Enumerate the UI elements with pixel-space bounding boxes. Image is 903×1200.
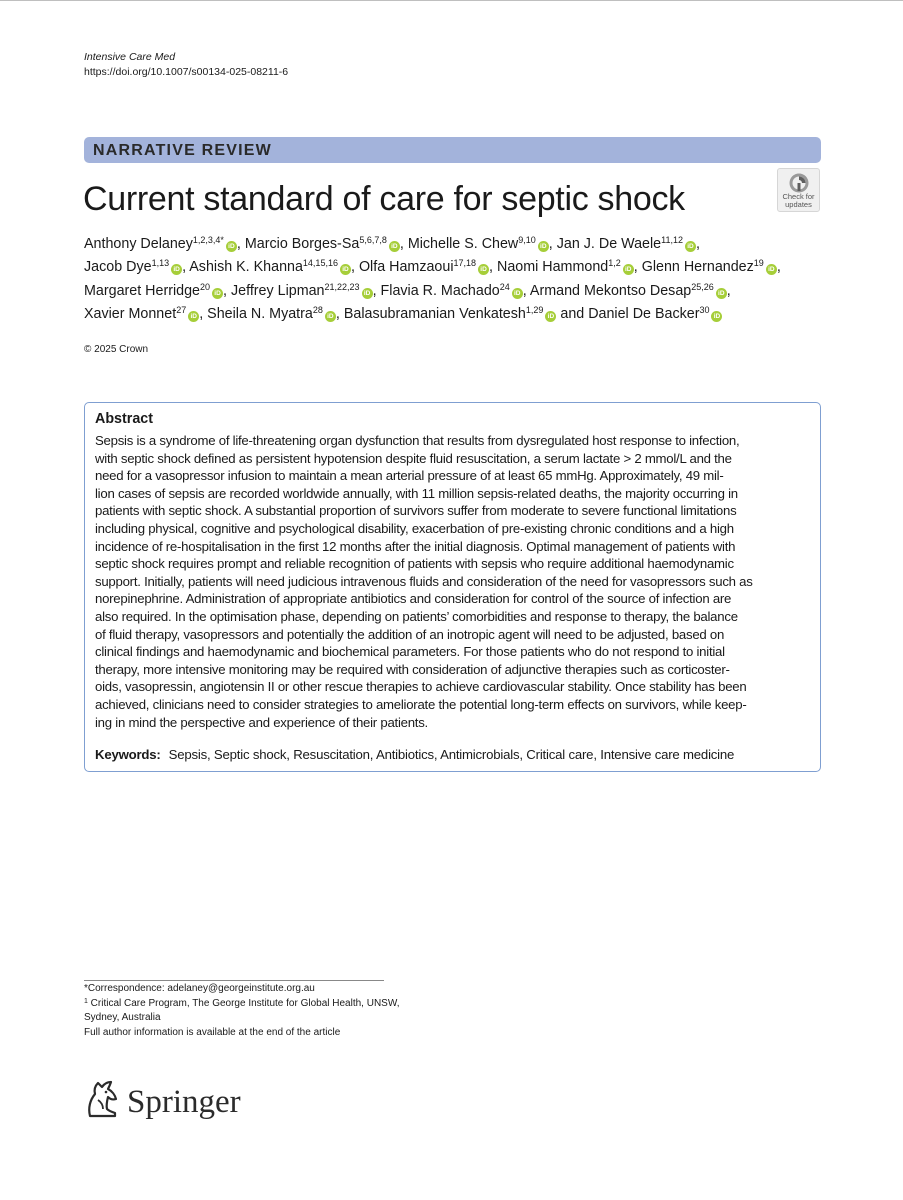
orcid-icon[interactable]: iD	[711, 311, 722, 322]
author: Margaret Herridge$^{20}$iD ,	[84, 281, 228, 299]
abstract-line: including physical, cognitive and psychological disability, exacerbation of pre-existing chronic conditions and a high	[95, 520, 734, 536]
author: Anthony Delaney$^{1,2,3,4*}$iD ,	[84, 235, 241, 252]
abstract-line: norepinephrine. Administration of appropriate antibiotics and consideration for control of the source of infection are	[95, 591, 732, 607]
author: Flavia R. Machado$^{24}$iD ,	[380, 281, 527, 299]
author: Marcio Borges-Sa$^{5,6,7,8}$iD ,	[244, 235, 404, 252]
abstract-line: Sepsis is a syndrome of life-threatening organ dysfunction that results from dysregulated host response to infection,	[95, 433, 740, 448]
orcid-icon[interactable]: iD	[171, 264, 182, 275]
orcid-icon[interactable]: iD	[389, 241, 400, 252]
orcid-icon[interactable]: iD	[716, 288, 727, 299]
abstract-line: support. Initially, patients will need judicious intravenous fluids and consideration of the need for vasopressors such as	[95, 573, 753, 589]
top-rule	[0, 0, 903, 1]
affiliation-note-cont: Sydney, Australia	[84, 1012, 161, 1023]
author: Armand Mekontso Desap$^{25,26}$iD ,	[529, 281, 731, 299]
abstract-line: also required. In the optimisation phase, depending on patients’ comorbidities and response to therapy, the balance	[95, 608, 738, 624]
check-for-updates-icon	[788, 172, 810, 194]
check-for-updates-badge[interactable]	[777, 168, 820, 212]
author: Jan J. De Waele$^{11,12}$iD ,	[556, 235, 700, 252]
copyright-notice: © 2025 Crown	[84, 344, 149, 355]
abstract-line: septic shock requires prompt and reliable recognition of patients with sepsis who require additional haemodynamic	[95, 556, 734, 572]
correspondence-note: *Correspondence: adelaney@georgeinstitute.org.au	[84, 983, 315, 994]
abstract-heading: Abstract	[95, 411, 153, 427]
keywords-list: Sepsis, Septic shock, Resuscitation, Antibiotics, Antimicrobials, Critical care, Intensive care medicine	[168, 747, 735, 762]
author-line	[84, 303, 824, 326]
author: Xavier Monnet$^{27}$iD ,	[84, 304, 204, 322]
abstract-line: oids, vasopressin, angiotensin II or other rescue therapies to achieve cardiovascular stability. Once stability has been	[95, 679, 747, 695]
abstract-line: lion cases of sepsis are recorded worldwide annually, with 11 million sepsis-related deaths, the majority occurring in	[95, 485, 738, 501]
orcid-icon[interactable]: iD	[226, 241, 237, 252]
author: Sheila N. Myatra$^{28}$iD ,	[207, 304, 340, 322]
orcid-icon[interactable]: iD	[188, 311, 199, 322]
orcid-icon[interactable]: iD	[685, 241, 696, 252]
author: Daniel De Backer$^{30}$iD	[588, 306, 722, 322]
affiliation-note: $^1$ Critical Care Program, The George Institute for Global Health, UNSW,	[84, 997, 400, 1009]
orcid-icon[interactable]: iD	[766, 264, 777, 275]
author: Michelle S. Chew$^{9,10}$iD ,	[407, 235, 553, 252]
journal-name: Intensive Care Med	[84, 51, 176, 63]
abstract-line: patients with septic shock. A substantial proportion of survivors suffer from moderate to severe functional limitations	[95, 503, 737, 519]
springer-horse-icon	[84, 1078, 122, 1120]
abstract-line: incidence of re-hospitalisation in the first 12 months after the initial diagnosis. Optimal management of patients with	[95, 538, 736, 554]
author-line	[84, 256, 824, 279]
author-line	[84, 233, 824, 256]
abstract-body	[95, 432, 813, 731]
abstract-line: achieved, clinicians need to consider strategies to ameliorate the potential long-term effects on survivors, while keep-	[95, 696, 747, 712]
author: Jacob Dye$^{1,13}$iD ,	[84, 258, 187, 276]
abstract-line: ing in mind the perspective and experience of their patients.	[95, 714, 428, 730]
article-type-banner: NARRATIVE REVIEW	[84, 137, 821, 163]
orcid-icon[interactable]: iD	[538, 241, 549, 252]
abstract-line: clinical findings and haemodynamic and biochemical parameters. For those patients who do not respond to initial	[95, 644, 725, 660]
orcid-icon[interactable]: iD	[212, 288, 223, 299]
footnote-rule	[84, 980, 384, 981]
abstract-box	[84, 402, 821, 772]
author: Ashish K. Khanna$^{14,15,16}$iD ,	[189, 258, 355, 276]
orcid-icon[interactable]: iD	[512, 288, 523, 299]
orcid-icon[interactable]: iD	[340, 264, 351, 275]
page-title: Current standard of care for septic shock	[83, 180, 685, 218]
author: Glenn Hernandez$^{19}$iD ,	[641, 258, 781, 276]
author: Naomi Hammond$^{1,2}$iD ,	[497, 258, 638, 276]
author: Jeffrey Lipman$^{21,22,23}$iD ,	[231, 281, 377, 299]
publisher-name: Springer	[127, 1084, 241, 1120]
author-list	[84, 233, 824, 326]
keywords	[95, 746, 734, 764]
author: Balasubramanian Venkatesh$^{1,29}$iD and	[343, 304, 585, 322]
abstract-line: therapy, more intensive monitoring may be required with consideration of adjunctive therapies such as corticoster-	[95, 661, 730, 677]
author-line	[84, 280, 824, 303]
abstract-line: need for a vasopressor infusion to maintain a mean arterial pressure of at least 65 mmHg. Approximately, 49 mil-	[95, 468, 724, 484]
orcid-icon[interactable]: iD	[623, 264, 634, 275]
abstract-line: with septic shock defined as persistent hypotension despite fluid resuscitation, a serum lactate > 2 mmol/L and the	[95, 450, 732, 466]
orcid-icon[interactable]: iD	[325, 311, 336, 322]
abstract-line: of fluid therapy, vasopressors and potentially the addition of an inotropic agent will need to be adjusted, based on	[95, 626, 725, 642]
orcid-icon[interactable]: iD	[362, 288, 373, 299]
orcid-icon[interactable]: iD	[545, 311, 556, 322]
author: Olfa Hamzaoui$^{17,18}$iD ,	[358, 258, 494, 276]
orcid-icon[interactable]: iD	[478, 264, 489, 275]
author-info-note: Full author information is available at the end of the article	[84, 1026, 341, 1038]
check-for-updates-label: Check for updates	[782, 192, 815, 209]
doi-link[interactable]: https://doi.org/10.1007/s00134-025-08211-6	[84, 66, 289, 78]
footnotes	[84, 982, 444, 1040]
keywords-label: Keywords:	[95, 747, 161, 762]
